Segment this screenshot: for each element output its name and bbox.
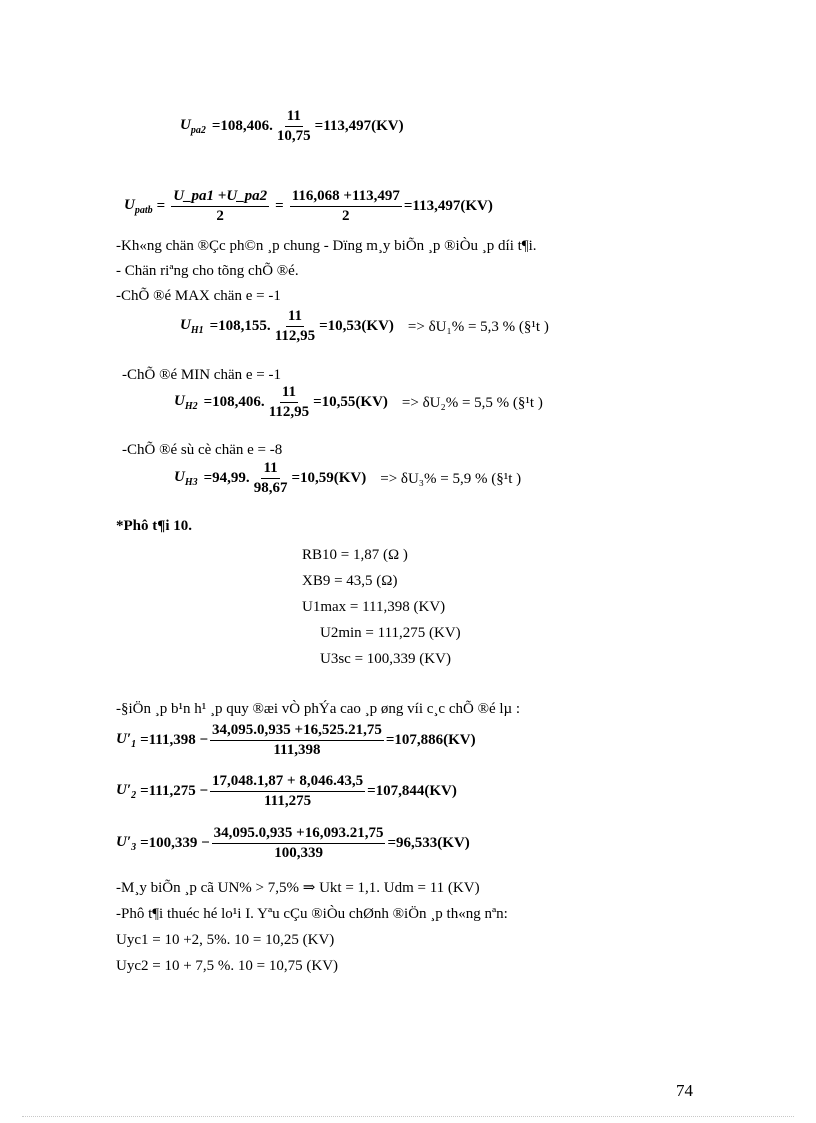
eq-rhs: =96,533(KV)	[387, 835, 470, 851]
text-line-3: -ChÕ ®é MAX chän e = -1	[116, 288, 281, 304]
page-bottom-rule	[22, 1116, 794, 1117]
eq-rhs: =107,844(KV)	[367, 783, 457, 799]
param-u1max: U1max = 111,398 (KV)	[302, 599, 446, 615]
eq-fraction	[210, 773, 365, 810]
eq-numerator: 116,068 +113,497	[290, 188, 402, 207]
eq-var: $U'_2$	[116, 782, 137, 801]
eq-var: $U_{patb}$	[124, 197, 153, 216]
eq-fraction	[212, 825, 386, 862]
text-line-2: - Chän riªng cho tõng chÕ ®é.	[116, 263, 299, 279]
eq-var: $U_{H3}$	[174, 469, 198, 488]
eq-denominator: 100,339	[274, 845, 323, 861]
eq-note: => δU₃% = 5,9 % (§¹t )	[380, 470, 522, 487]
eq-denominator: 98,67	[253, 480, 288, 496]
param-r: RB10 = 1,87 (Ω )	[302, 547, 408, 563]
eq-var: $U'_1$	[116, 731, 137, 750]
eq-rhs: =10,55(KV)	[313, 394, 388, 410]
eq-fraction	[252, 460, 290, 497]
eq-fraction	[267, 384, 311, 421]
eq-rhs: =107,886(KV)	[385, 732, 476, 748]
eq-numerator: 17,048.1,87 + 8,046.43,5	[210, 773, 365, 792]
text-line-5: -ChÕ ®é sù cè chän e = -8	[122, 442, 283, 458]
equation-u3-prime	[116, 825, 470, 862]
equation-upa2	[180, 108, 404, 145]
eq-fraction-2	[290, 188, 402, 225]
eq-lhs: =108,155.	[209, 318, 271, 334]
eq-var: $U_{H2}$	[174, 393, 198, 412]
intro-line: -§iÖn ¸p b¹n h¹ ¸p quy ®æi vÒ phÝa cao ¸p øng víi c¸c chÕ ®é lµ :	[116, 701, 521, 717]
eq-lhs: =108,406.	[211, 118, 273, 134]
eq-fraction	[210, 722, 384, 759]
eq-var: $U'_3$	[116, 834, 137, 853]
eq-note: => δU₁% = 5,3 % (§¹t )	[407, 318, 549, 335]
tail-line-1: -M¸y biÕn ¸p cã UN% > 7,5% ⇒ Ukt = 1,1. Udm = 11 (KV)	[116, 880, 480, 896]
eq-denominator: 2	[342, 208, 350, 224]
tail-line-3: Uyc1 = 10 +2, 5%. 10 = 10,25 (KV)	[116, 932, 335, 948]
eq-numerator: 11	[285, 108, 303, 127]
equation-uh2	[174, 384, 543, 421]
eq-note: => δU₂% = 5,5 % (§¹t )	[401, 394, 543, 411]
eq-fraction	[273, 308, 317, 345]
eq-lhs: =94,99.	[203, 470, 250, 486]
eq-numerator: U_pa1 +U_pa2	[171, 188, 269, 207]
equation-upatb: $U_{patb}$ = $\frac{U\_pa1 +U\_pa2}{2}$ = $\frac{116,068 +113,497}{2}$ =113,497(KV)	[124, 188, 493, 224]
page-number: 74	[676, 1081, 693, 1100]
eq-numerator: 11	[261, 460, 279, 479]
eq-rhs: =113,497(KV)	[314, 118, 404, 134]
eq-lhs: =111,398 −	[140, 732, 209, 748]
eq-lhs: =108,406.	[203, 394, 265, 410]
eq-var: $U_{pa2}$	[180, 117, 206, 136]
text-line-4: -ChÕ ®é MIN chän e = -1	[122, 367, 281, 383]
eq-denominator: 111,275	[263, 793, 312, 809]
eq-rhs: =113,497(KV)	[403, 198, 493, 214]
param-u2min: U2min = 111,275 (KV)	[320, 625, 461, 641]
eq-numerator: 34,095.0,935 +16,525.21,75	[210, 722, 384, 741]
eq-denominator: 2	[216, 208, 224, 224]
equation-uh1	[180, 308, 549, 345]
equation-u1-prime	[116, 722, 476, 759]
eq-denominator: 10,75	[276, 128, 311, 144]
param-u3sc: U3sc = 100,339 (KV)	[320, 651, 451, 667]
eq-numerator: 11	[280, 384, 298, 403]
eq-denominator: 112,95	[274, 328, 316, 344]
eq-numerator: 34,095.0,935 +16,093.21,75	[212, 825, 386, 844]
text-line-1: -Kh«ng chän ®Çc ph©n ¸p chung - Dïng m¸y biÕn ¸p ®iÒu ¸p díi t¶i.	[116, 238, 537, 254]
eq-denominator: 112,95	[268, 404, 310, 420]
eq-rhs: =10,59(KV)	[291, 470, 367, 486]
eq-lhs: =111,275 −	[140, 783, 209, 799]
param-x: XB9 = 43,5 (Ω)	[302, 573, 398, 589]
eq-fraction-1	[171, 188, 269, 225]
eq-rhs: =10,53(KV)	[319, 318, 394, 334]
tail-line-2: -Phô t¶i thuéc hé lo¹i I. Yªu cÇu ®iÒu chØnh ®iÖn ¸p th«ng nªn:	[116, 906, 508, 922]
eq-denominator: 111,398	[273, 742, 321, 758]
eq-fraction	[275, 108, 313, 145]
tail-line-4: Uyc2 = 10 + 7,5 %. 10 = 10,75 (KV)	[116, 958, 339, 974]
eq-numerator: 11	[286, 308, 304, 327]
equation-u2-prime	[116, 773, 457, 810]
eq-lhs: =100,339 −	[140, 835, 210, 851]
eq-var: $U_{H1}$	[180, 317, 204, 336]
equation-uh3	[174, 460, 521, 497]
section-title: *Phô t¶i 10.	[116, 518, 193, 534]
